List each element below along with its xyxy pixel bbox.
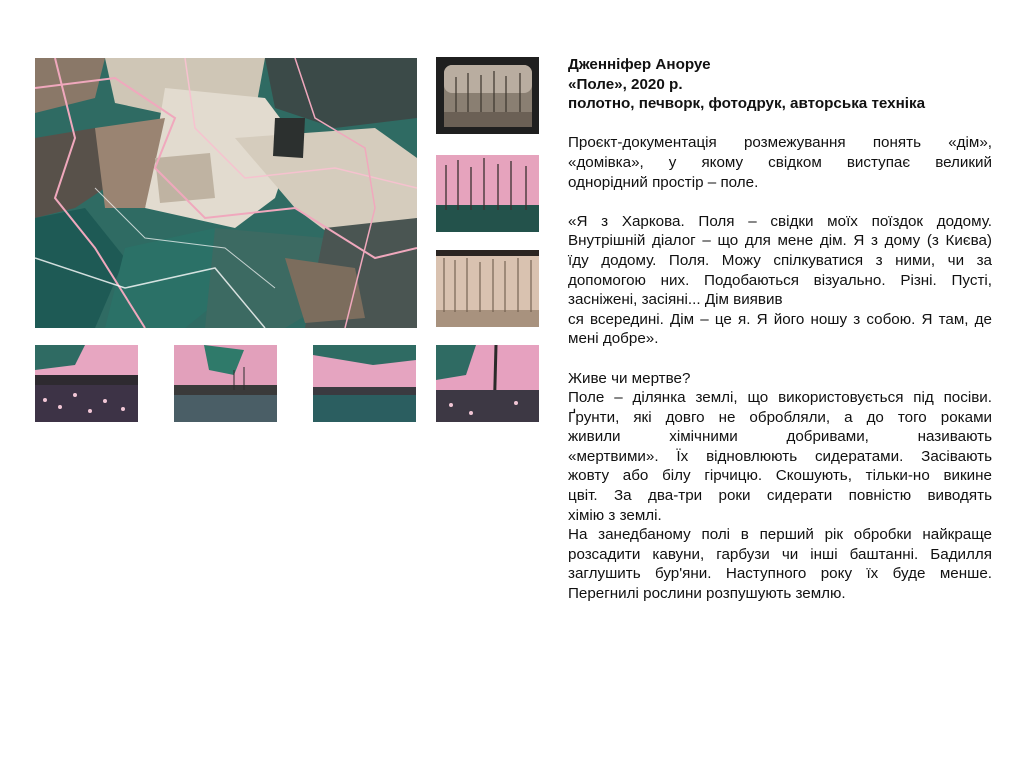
forest-through-window-photo	[436, 250, 539, 327]
field-line-7: хімію з землі.	[568, 506, 662, 524]
quote-line-6: ся всередині. Дім – це я. Я його ношу з собою. Я там, де	[568, 310, 992, 328]
field-line-2: Ґрунти, які довго не обробляли, а до того роками	[568, 408, 992, 426]
field-line-4: «мертвими». Їх відновлюють сидератами. Засівають	[568, 447, 992, 465]
care-line-4: Перегнилі рослини розпушують землю.	[568, 585, 846, 603]
quote-line-7: мені добре».	[568, 330, 659, 348]
question-line: Живе чи мертве?	[568, 369, 691, 387]
quote-line-3: їду додому. Поля. Можу спілкуватися з ними, чи за	[568, 251, 992, 269]
field-line-3: живили хімічними добривами, називають	[568, 428, 992, 446]
field-photo-2	[174, 345, 277, 422]
artwork-header	[568, 55, 992, 114]
quote-line-4: допомогою них. Подобаються візуально. Різні. Пусті,	[568, 271, 992, 289]
intro-line-3: однорідний простір – поле.	[568, 173, 759, 191]
patchwork-artwork-image	[35, 58, 417, 328]
field-photo-1	[35, 345, 138, 422]
care-line-2: розсадити кавуни, гарбузи чи інші баштанні. Бадилля	[568, 545, 992, 563]
care-line-3: заглушить бур'яни. Наступного року їх буде менше.	[568, 565, 992, 583]
field-photo-3	[313, 345, 416, 422]
quote-line-5: засніжені, засіяні... Дім виявив	[568, 291, 783, 309]
field-line-5: жовту або білу гірчицю. Скошують, тільки-но викине	[568, 467, 992, 485]
intro-line-2: «домівка», у якому свідком виступає великий	[568, 153, 992, 171]
train-window-photo	[436, 57, 539, 134]
forest-photo-pink	[436, 155, 539, 232]
artwork-medium: полотно, печворк, фотодрук, авторська техніка	[568, 95, 926, 113]
artwork-title: «Поле», 2020 р.	[568, 75, 683, 93]
quote-line-1: «Я з Харкова. Поля – свідки моїх поїздок додому.	[568, 212, 992, 230]
care-line-1: На занедбаному полі в перший рік обробки найкраще	[568, 526, 992, 544]
author-name: Дженніфер Аноруе	[568, 56, 711, 73]
quote-line-2: Внутрішній діалог – що для мене дім. Я з дому (з Києва)	[568, 232, 992, 250]
field-photo-4	[436, 345, 539, 422]
field-line-6: цвіт. За два-три роки сидерати повністю виводять	[568, 487, 992, 505]
text-column	[568, 55, 992, 604]
intro-line-1: Проєкт-документація розмежування понять «дім»,	[568, 134, 992, 152]
field-line-1: Поле – ділянка землі, що використовується під посіви.	[568, 389, 992, 407]
